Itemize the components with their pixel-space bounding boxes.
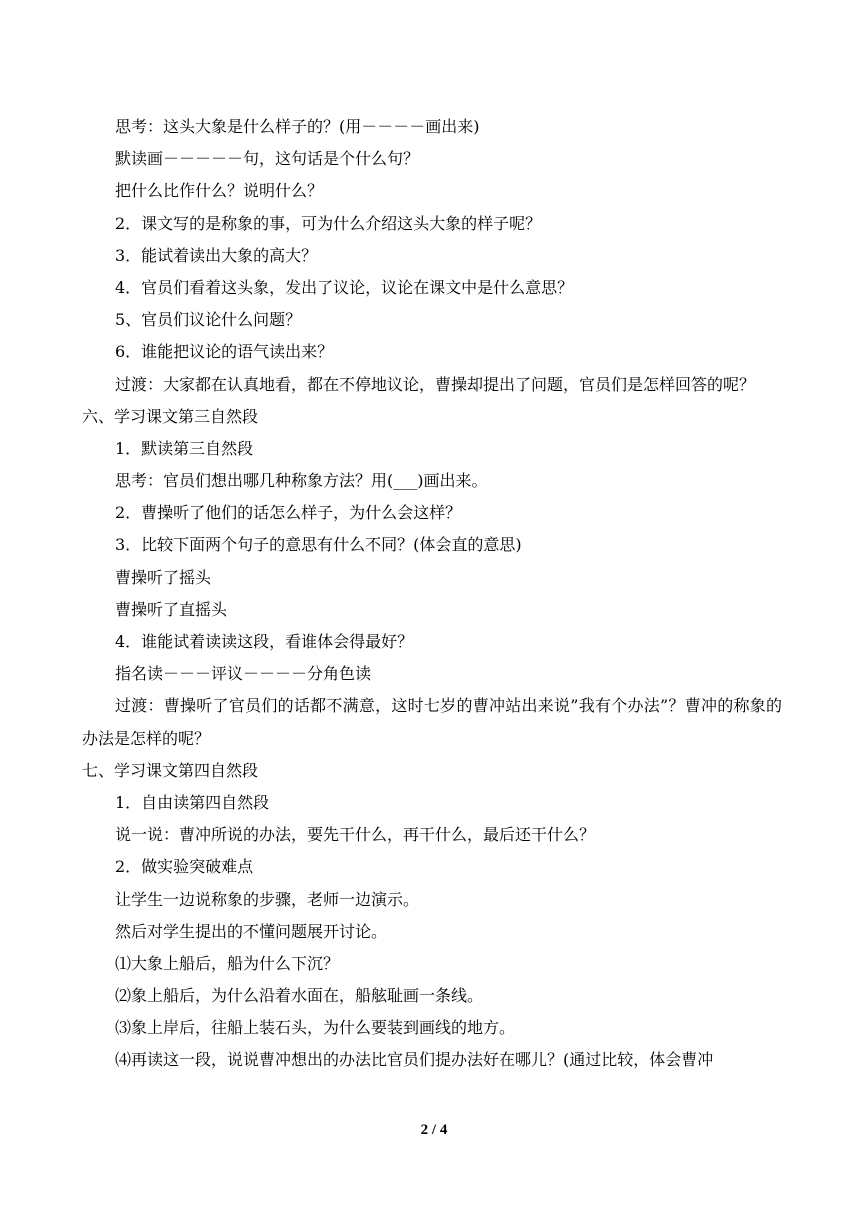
paragraph-line: 把什么比作什么？说明什么？: [115, 181, 324, 201]
paragraph-line: 说一说：曹冲所说的办法，要先干什么，再干什么，最后还干什么？: [115, 825, 596, 845]
paragraph-line: 过渡：曹操听了官员们的话都不满意，这时七岁的曹冲站出来说”我有个办法”？曹冲的称象的办法是怎样的呢？: [82, 696, 782, 748]
paragraph-line: 6．谁能把议论的语气读出来？: [115, 342, 334, 362]
paragraph-line: 然后对学生提出的不懂问题展开讨论。: [115, 921, 388, 941]
section-heading: 六、学习课文第三自然段: [82, 406, 259, 426]
paragraph-line: 2．曹操听了他们的话怎么样子，为什么会这样？: [115, 503, 462, 523]
paragraph-line: 曹操听了摇头: [115, 567, 212, 587]
paragraph-line: 4．官员们看着这头象，发出了议论，议论在课文中是什么意思？: [115, 277, 574, 297]
paragraph-line: 3．比较下面两个句子的意思有什么不同？(体会直的意思): [115, 535, 522, 555]
paragraph-line: 4．谁能试着读读这段，看谁体会得最好？: [115, 632, 414, 652]
paragraph-line: 思考：官员们想出哪几种称象方法？用(___)画出来。: [115, 471, 488, 491]
paragraph-line: 3．能试着读出大象的高大？: [115, 245, 318, 265]
paragraph-line: 1．自由读第四自然段: [115, 792, 270, 812]
paragraph-line: ⑴大象上船后，船为什么下沉？: [115, 953, 340, 973]
paragraph-line: 默读画－－－－－句，这句话是个什么句？: [115, 149, 420, 169]
paragraph-line: ⑷再读这一段，说说曹冲想出的办法比官员们提办法好在哪儿？(通过比较，体会曹冲: [115, 1050, 714, 1070]
paragraph-line: ⑵象上船后，为什么沿着水面在，船舷耻画一条线。: [115, 986, 484, 1006]
paragraph-line: 曹操听了直摇头: [115, 599, 228, 619]
paragraph-line: 思考：这头大象是什么样子的？(用－－－－画出来): [115, 117, 480, 136]
page-number: 2 / 4: [420, 1122, 448, 1138]
paragraph-line: 2．做实验突破难点: [115, 857, 254, 877]
paragraph-line: 1．默读第三自然段: [115, 438, 254, 458]
paragraph-line: ⑶象上岸后，往船上装石头，为什么要装到画线的地方。: [115, 1018, 516, 1038]
section-heading: 七、学习课文第四自然段: [82, 760, 259, 780]
paragraph-line: 5、官员们议论什么问题？: [115, 310, 302, 330]
document-body: [82, 111, 782, 1077]
paragraph-line: 过渡：大家都在认真地看，都在不停地议论，曹操却提出了问题，官员们是怎样回答的呢？: [115, 374, 756, 394]
paragraph-line: 2．课文写的是称象的事，可为什么介绍这头大象的样子呢？: [115, 213, 542, 233]
paragraph-line: 指名读－－－评议－－－－分角色读: [115, 664, 372, 684]
paragraph-line: 让学生一边说称象的步骤，老师一边演示。: [115, 889, 420, 909]
